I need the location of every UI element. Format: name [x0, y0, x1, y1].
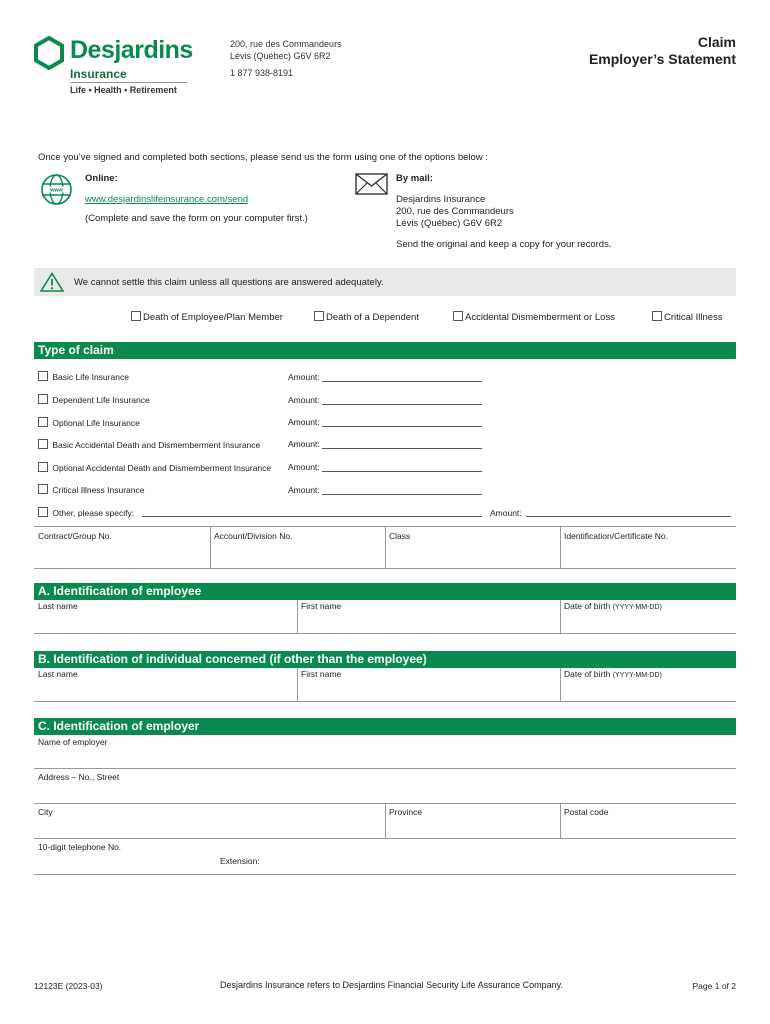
telephone-label: 10-digit telephone No.	[38, 842, 122, 852]
envelope-icon	[355, 173, 388, 195]
title-line2: Employer’s Statement	[588, 51, 736, 67]
section-b-header: B. Identification of individual concerned (if other than the employee)	[34, 651, 736, 668]
divider	[297, 668, 298, 701]
a-last-name-label: Last name	[38, 601, 78, 611]
phone: 1 877 938-8191	[230, 68, 294, 78]
contract-group-label: Contract/Group No.	[38, 531, 112, 541]
province-label: Province	[389, 807, 423, 817]
amount-label: Amount:	[288, 372, 320, 382]
online-url-link[interactable]: www.desjardinslifeinsurance.com/send	[85, 194, 249, 205]
amount-field[interactable]	[322, 426, 482, 427]
mail-line3: Lévis (Québec) G6V 6R2	[396, 218, 503, 229]
amount-field[interactable]	[322, 381, 482, 382]
claim-item-critical-illness[interactable]	[38, 484, 145, 495]
amount-label: Amount:	[288, 485, 320, 495]
intro-text: Once you’ve signed and completed both sections, please send us the form using one of the options below :	[38, 152, 488, 163]
b-first-name-label: First name	[301, 669, 342, 679]
claim-item-basic-add[interactable]	[38, 439, 260, 450]
logo-sub: Insurance	[70, 67, 127, 81]
extension-label: Extension:	[220, 856, 260, 866]
logo-tagline: Life • Health • Retirement	[70, 85, 177, 95]
contract-fields-input[interactable]	[34, 568, 736, 569]
city-label: City	[38, 807, 53, 817]
amount-label: Amount:	[288, 439, 320, 449]
section-type-of-claim: Type of claim	[34, 342, 736, 359]
claim-item-label: Basic Accidental Death and Dismemberment Insurance	[52, 440, 261, 450]
certificate-no-label: Identification/Certificate No.	[564, 531, 668, 541]
employer-name-input[interactable]	[34, 768, 736, 769]
telephone-input[interactable]	[34, 874, 736, 875]
dob-text: Date of birth	[564, 669, 611, 679]
postal-code-label: Postal code	[564, 807, 609, 817]
divider	[560, 600, 561, 633]
city-province-postal-input[interactable]	[34, 838, 736, 839]
mail-address	[396, 194, 514, 230]
amount-field[interactable]	[526, 516, 731, 517]
mail-note: Send the original and keep a copy for your records.	[396, 239, 612, 250]
checkbox-label: Accidental Dismemberment or Loss	[465, 312, 615, 323]
divider	[385, 526, 386, 568]
title-line1: Claim	[697, 34, 736, 50]
logo-divider	[70, 82, 187, 83]
dob-format: (YYYY-MM-DD)	[612, 604, 662, 611]
section-c-header: C. Identification of employer	[34, 718, 736, 735]
checkbox-box[interactable]	[38, 484, 48, 494]
checkbox-label: Critical Illness	[664, 312, 723, 323]
divider	[560, 668, 561, 701]
form-title	[589, 34, 736, 68]
checkbox-death-dependent[interactable]	[314, 311, 419, 323]
amount-field[interactable]	[322, 471, 482, 472]
amount-label: Amount:	[490, 508, 522, 518]
claim-item-label: Basic Life Insurance	[52, 372, 129, 382]
checkbox-box[interactable]	[314, 311, 324, 321]
checkbox-box[interactable]	[38, 417, 48, 427]
form-code: 12123E (2023-03)	[34, 981, 103, 991]
amount-label: Amount:	[288, 462, 320, 472]
mail-label: By mail:	[396, 173, 433, 184]
claim-item-label: Critical Illness Insurance	[52, 485, 145, 495]
divider	[385, 803, 386, 838]
amount-label: Amount:	[288, 395, 320, 405]
checkbox-death-employee[interactable]	[131, 311, 283, 323]
checkbox-label: Death of Employee/Plan Member	[143, 312, 283, 323]
claim-item-label: Dependent Life Insurance	[52, 395, 150, 405]
a-dob-label	[564, 601, 662, 611]
dob-text: Date of birth	[564, 601, 611, 611]
a-first-name-label: First name	[301, 601, 342, 611]
checkbox-box[interactable]	[38, 507, 48, 517]
section-b-fields-input[interactable]	[34, 701, 736, 702]
page-number: Page 1 of 2	[692, 981, 736, 991]
mail-line1: Desjardins Insurance	[396, 194, 486, 205]
globe-icon	[40, 173, 73, 206]
checkbox-box[interactable]	[652, 311, 662, 321]
amount-label: Amount:	[288, 417, 320, 427]
claim-item-label: Optional Accidental Death and Dismemberment Insurance	[52, 463, 272, 473]
b-dob-label	[564, 669, 662, 679]
employer-name-label: Name of employer	[38, 737, 108, 747]
mail-line2: 200, rue des Commandeurs	[396, 206, 514, 217]
section-a-header: A. Identification of employee	[34, 583, 736, 600]
claim-item-other[interactable]	[38, 507, 134, 518]
checkbox-box[interactable]	[453, 311, 463, 321]
checkbox-critical-illness[interactable]	[652, 311, 723, 323]
account-division-label: Account/Division No.	[214, 531, 293, 541]
other-specify-field[interactable]	[142, 516, 482, 517]
checkbox-box[interactable]	[38, 462, 48, 472]
checkbox-accidental-dismemberment[interactable]	[453, 311, 615, 323]
address-line2: Lévis (Québec) G6V 6R2	[230, 51, 331, 61]
warning-icon	[40, 272, 64, 292]
warning-text: We cannot settle this claim unless all questions are answered adequately.	[74, 277, 384, 288]
divider	[210, 526, 211, 568]
checkbox-box[interactable]	[131, 311, 141, 321]
amount-field[interactable]	[322, 448, 482, 449]
claim-item-optional-life[interactable]	[38, 417, 140, 428]
claim-item-label: Optional Life Insurance	[52, 418, 140, 428]
desjardins-logo-icon	[34, 36, 64, 70]
svg-text:www: www	[50, 187, 63, 194]
checkbox-box[interactable]	[38, 439, 48, 449]
online-note: (Complete and save the form on your computer first.)	[85, 213, 308, 224]
claim-item-dependent-life[interactable]	[38, 394, 150, 405]
checkbox-box[interactable]	[38, 394, 48, 404]
online-label: Online:	[85, 173, 118, 184]
divider	[560, 526, 561, 568]
address-line1: 200, rue des Commandeurs	[230, 39, 342, 49]
dob-format: (YYYY-MM-DD)	[612, 672, 662, 679]
claim-item-basic-life[interactable]	[38, 371, 129, 382]
footer-note: Desjardins Insurance refers to Desjardins Financial Security Life Assurance Company.	[220, 980, 563, 990]
claim-item-label: Other, please specify:	[52, 508, 135, 518]
divider	[560, 803, 561, 838]
logo-name: Desjardins	[70, 36, 193, 64]
section-a-fields-input[interactable]	[34, 633, 736, 634]
checkbox-label: Death of a Dependent	[326, 312, 419, 323]
b-last-name-label: Last name	[38, 669, 78, 679]
claim-item-optional-add[interactable]	[38, 462, 271, 473]
amount-field[interactable]	[322, 494, 482, 495]
divider	[297, 600, 298, 633]
checkbox-box[interactable]	[38, 371, 48, 381]
class-label: Class	[389, 531, 411, 541]
employer-address-label: Address – No., Street	[38, 772, 120, 782]
amount-field[interactable]	[322, 404, 482, 405]
header-address	[230, 38, 342, 79]
